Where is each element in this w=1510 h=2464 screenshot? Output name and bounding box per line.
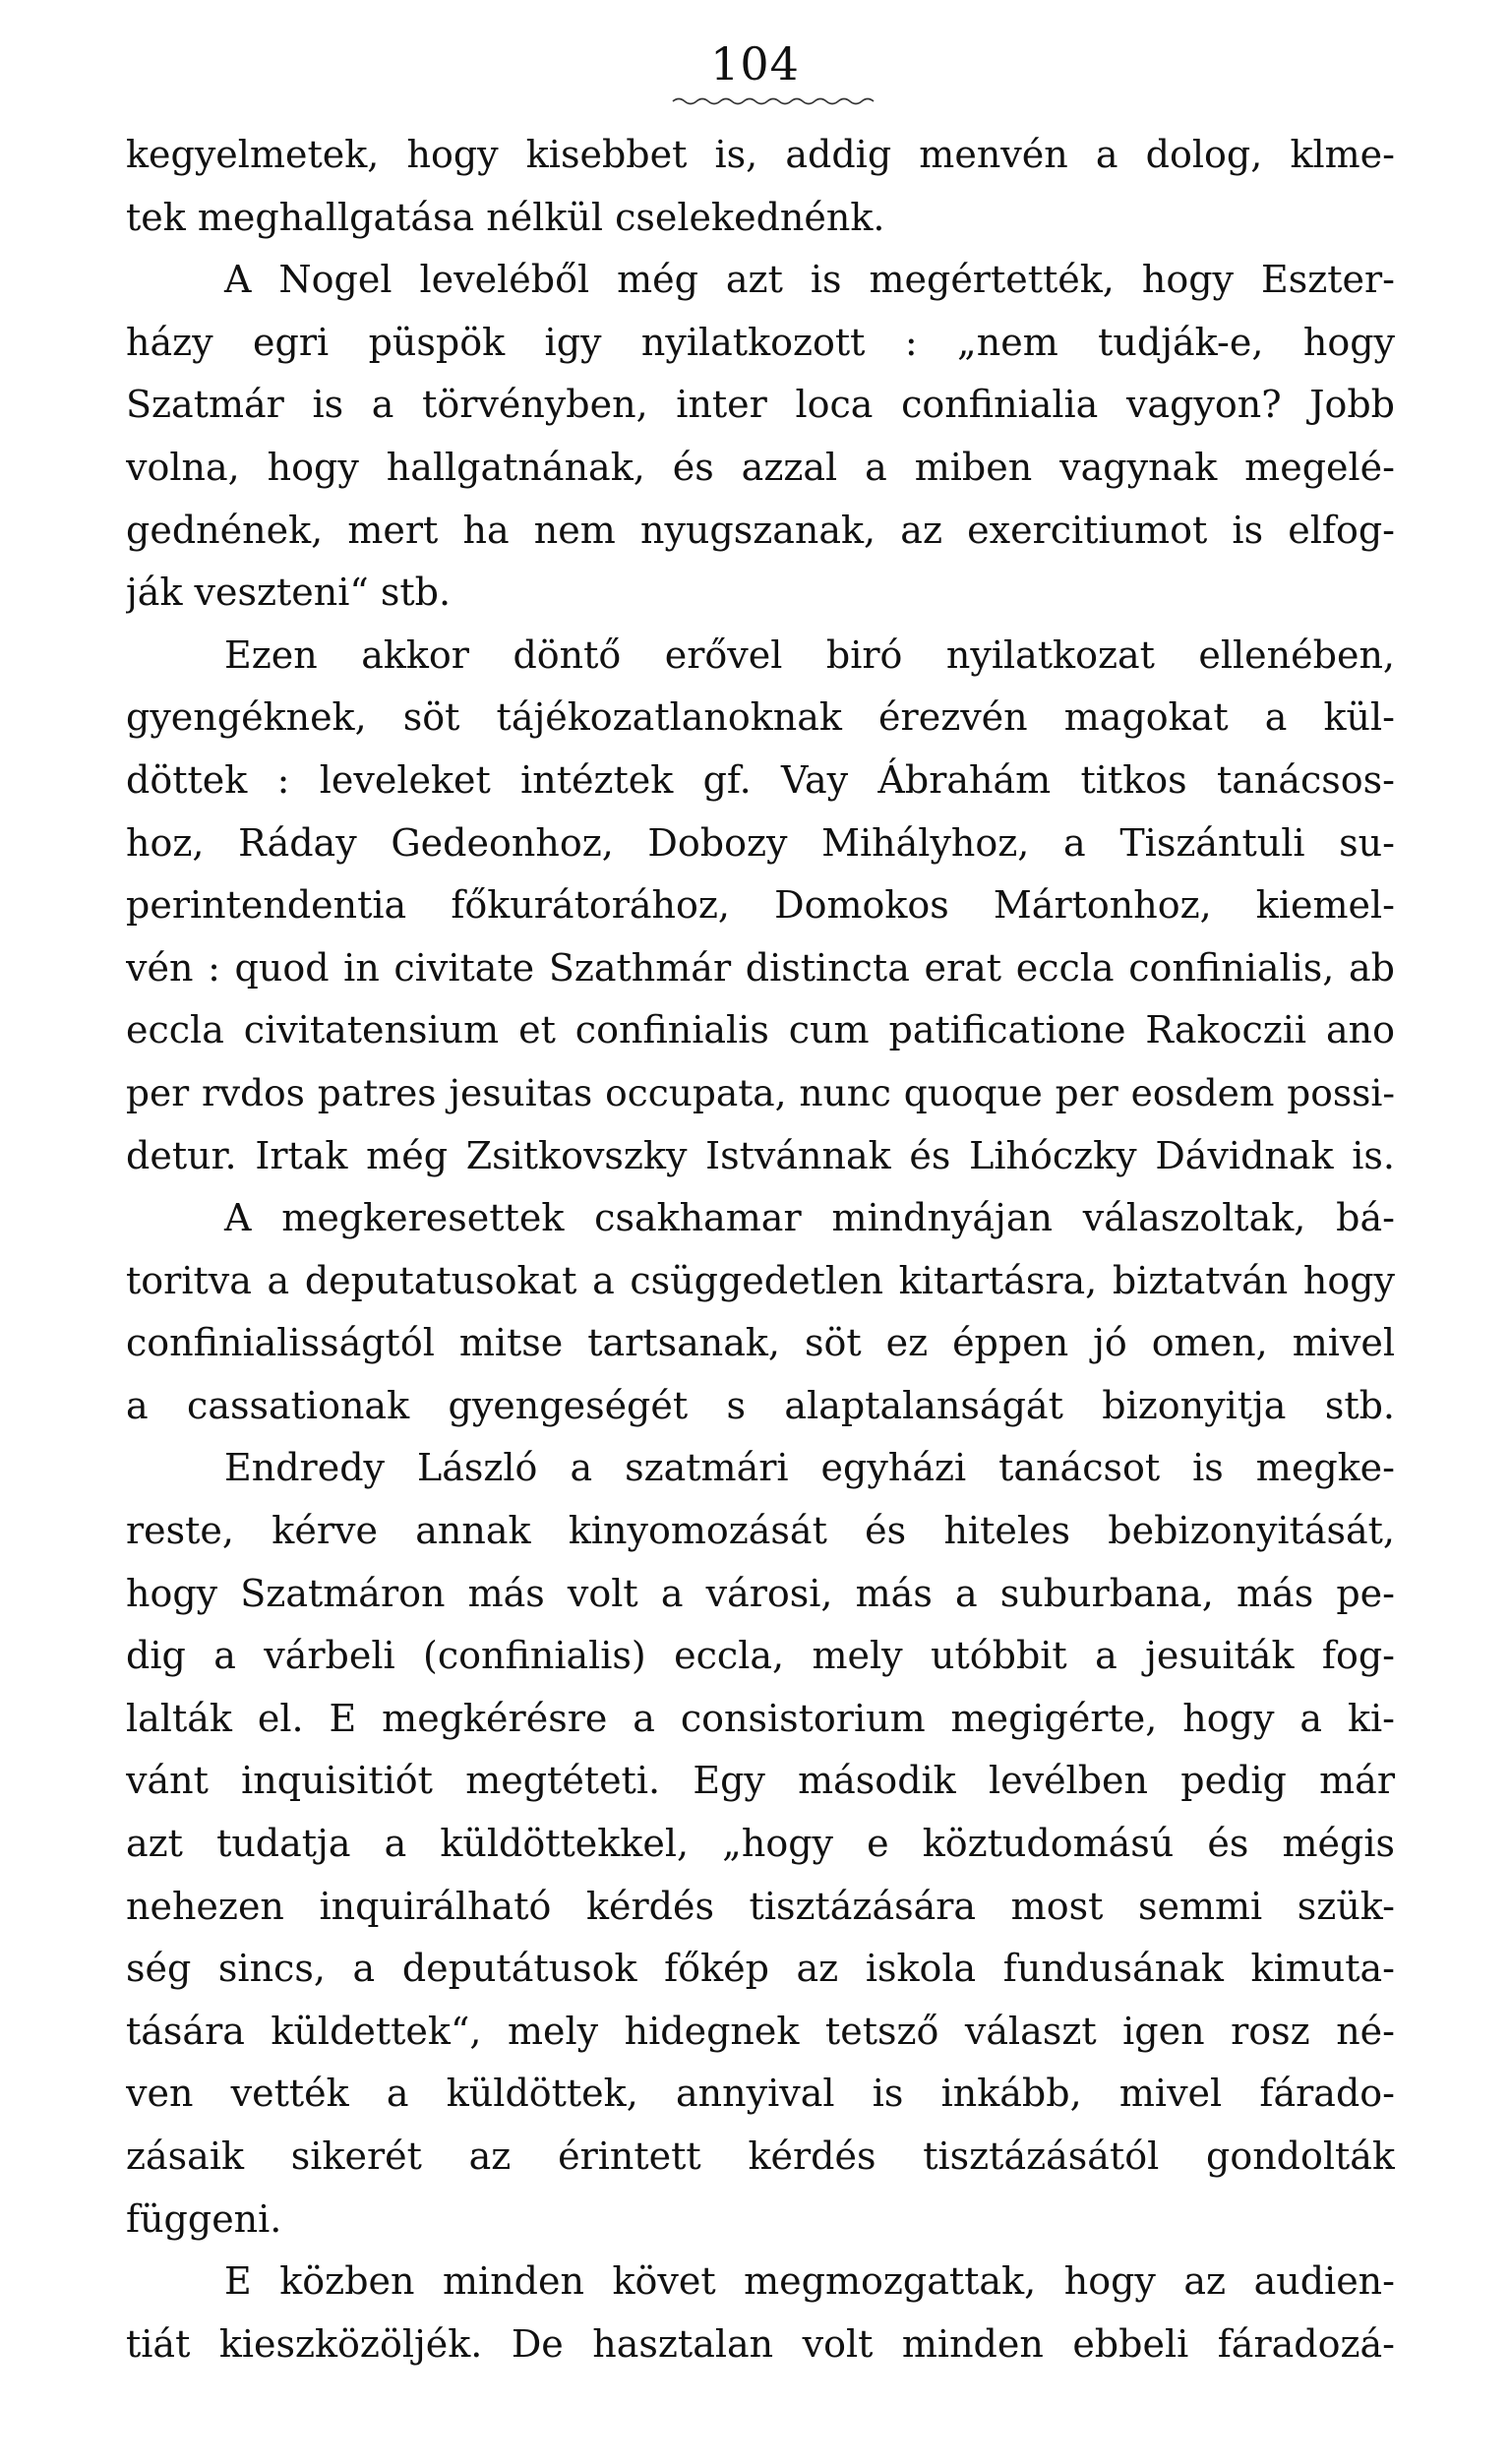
text-line: confinialisságtól mitse tartsanak, söt ez éppen jó omen, mivel [126, 1321, 1395, 1365]
text-line: Endredy László a szatmári egyházi tanácsot is megke- [224, 1446, 1395, 1490]
text-line: Ezen akkor döntő erővel biró nyilatkozat ellenében, [224, 632, 1395, 677]
text-line: vén : quod in civitate Szathmár distincta erat eccla confinialis, ab [126, 945, 1395, 990]
text-line: ják veszteni“ stb. [126, 571, 452, 615]
text-line: detur. Irtak még Zsitkovszky Istvánnak és Lihóczky Dávidnak is. [126, 1133, 1395, 1177]
body-text [126, 124, 1395, 2375]
decorative-rule [671, 94, 877, 108]
text-line: tek meghallgatása nélkül cselekednénk. [126, 195, 885, 239]
text-line: döttek : leveleket intéztek gf. Vay Ábrahám titkos tanácsos- [126, 757, 1395, 802]
text-line: eccla civitatensium et confinialis cum patificatione Rakoczii ano [126, 1008, 1395, 1052]
text-line: házy egri püspök igy nyilatkozott : „nem tudják-e, hogy [126, 320, 1395, 364]
text-line: tására küldettek“, mely hidegnek tetsző választ igen rosz né- [126, 2009, 1395, 2053]
text-line: dig a várbeli (confinialis) eccla, mely utóbbit a jesuiták fog- [126, 1634, 1395, 1678]
text-line: E közben minden követ megmozgattak, hogy az audien- [224, 2259, 1395, 2304]
text-line: ven vették a küldöttek, annyival is inkább, mivel fárado- [126, 2072, 1395, 2116]
text-line: perintendentia főkurátorához, Domokos Mártonhoz, kiemel- [126, 883, 1395, 928]
text-line: lalták el. E megkérésre a consistorium megigérte, hogy a ki- [126, 1696, 1395, 1740]
text-line: A megkeresettek csakhamar mindnyájan válaszoltak, bá- [224, 1196, 1395, 1240]
text-line: ség sincs, a deputátusok főkép az iskola fundusának kimuta- [126, 1947, 1395, 1991]
text-line: vánt inquisitiót megtéteti. Egy második levélben pedig már [126, 1759, 1395, 1803]
text-line: hogy Szatmáron más volt a városi, más a suburbana, más pe- [126, 1571, 1395, 1615]
text-line: gyengéknek, söt tájékozatlanoknak érezvén magokat a kül- [126, 695, 1395, 740]
text-line: nehezen inquirálható kérdés tisztázására most semmi szük- [126, 1884, 1395, 1928]
text-line: a cassationak gyengeségét s alaptalanságát bizonyitja stb. [126, 1383, 1395, 1427]
text-line: reste, kérve annak kinyomozását és hiteles bebizonyitását, [126, 1509, 1395, 1553]
text-line: gednének, mert ha nem nyugszanak, az exercitiumot is elfog- [126, 508, 1395, 552]
text-line: volna, hogy hallgatnának, és azzal a miben vagynak megelé- [126, 445, 1395, 489]
text-line: toritva a deputatusokat a csüggedetlen kitartásra, biztatván hogy [126, 1258, 1395, 1302]
text-line: A Nogel leveléből még azt is megértették, hogy Eszter- [224, 258, 1395, 302]
text-line: Szatmár is a törvényben, inter loca confinialia vagyon? Jobb [126, 383, 1395, 427]
text-line: tiát kieszközöljék. De hasztalan volt minden ebbeli fáradozá- [126, 2321, 1395, 2366]
text-line: kegyelmetek, hogy kisebbet is, addig menvén a dolog, klme- [126, 133, 1395, 176]
text-line: hoz, Ráday Gedeonhoz, Dobozy Mihályhoz, a Tiszántuli su- [126, 820, 1395, 865]
text-line: azt tudatja a küldöttekkel, „hogy e köztudomású és mégis [126, 1822, 1395, 1866]
text-line: per rvdos patres jesuitas occupata, nunc quoque per eosdem possi- [126, 1070, 1395, 1114]
page-number: 104 [710, 37, 800, 90]
text-line: függeni. [126, 2196, 282, 2241]
text-line: zásaik sikerét az érintett kérdés tisztázásától gondolták [126, 2134, 1395, 2178]
